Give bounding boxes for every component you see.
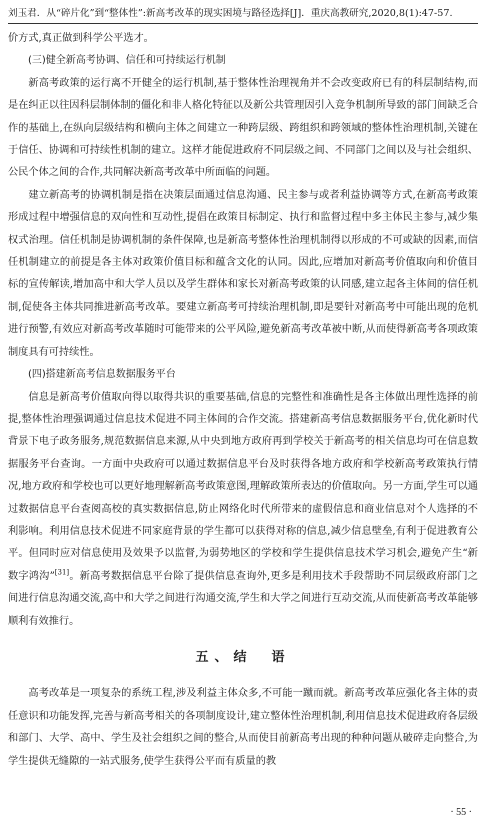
paragraph-data-platform-part1: 信息是新高考价值取向得以取得共识的重要基础,信息的完整性和准确性是各主体做出理性选择的前提,整体性治理强调通过信息技术促进不同主体间的合作交流。搭建新高考信息数据服务平台,优化新时代背景下电子政务服务,规范数据信息来源,从中央到地方政府再到学校关于新高考的相关信息均可在信息数据服务平台查询。一方面中央政府可以通过数据信息平台及时获得各地方政府和学校新高考政策执行情况,地方政府和学校也可以更好地理解新高考政策意图,理解政策所表达的价值取向。另一方面,学生可以通过数据信息平台查阅高校的真实数据信息,防止网络化时代所带来的虚假信息和商业信息对个人选择的不利影响。利用信息技术促进不同家庭背景的学生都可以获得对称的信息,减少信息壁垒,有利于促进教育公平。但同时应对信息使用及效果予以监督,为弱势地区的学校和学生提供信息技术学习机会,避免产生“新数字鸿沟” — [8, 391, 478, 582]
paragraph-continuation: 价方式,真正做到科学公平选才。 — [8, 33, 154, 44]
paragraph-coordination: 建立新高考的协调机制是指在决策层面通过信息沟通、民主参与或者利益协调等方式,在新高考政策形成过程中增强信息的双向性和互动性,提倡在政策目标制定、执行和监督过程中多主体民主参与,减少集权式治理。信任机制是协调机制的条件保障,也是新高考整体性治理机制得以形成的不可或缺的因素,而信任机制建立的前提是各主体对政策价值目标和蕴含文化的认同。因此,应增加对新高考价值取向和价值目标的宣传解读,增加高中和大学人员以及学生群体和家长对新高考政策的认同感,建立起各主体间的信任机制,促使各主体共同推进新高考改革。要建立新高考可持续治理机制,即是要针对新高考中可能出现的危机进行预警,有效应对新高考改革随时可能带来的公平风险,避免新高考改革被中断,从而使得新高考各项政策制度具有可持续性。 — [8, 189, 478, 358]
subheading-data-platform: (四)搭建新高考信息数据服务平台 — [28, 369, 176, 381]
paragraph-data-platform-part2: 。新高考数据信息平台除了提供信息查询外,更多是利用技术手段帮助不同层级政府部门之间进行信息沟通交流,高中和大学之间进行沟通交流,学生和大学之间进行互动交流,从而使新高考改革能够顺利有效推行。 — [8, 570, 478, 627]
paragraph-conclusion: 高考改革是一项复杂的系统工程,涉及利益主体众多,不可能一蹴而就。新高考改革应强化各主体的责任意识和功能发挥,完善与新高考相关的各项制度设计,建立整体性治理机制,利用信息技术促进政府各层级和部门、大学、高中、学生及社会组织之间的整合,从而使目前新高考出现的种种问题从破碎走向整合,为学生提供无缝隙的一站式服务,使学生获得公平而有质量的教 — [8, 688, 478, 767]
citation-reference: [31] — [54, 568, 70, 577]
section-title-conclusion: 五、结 语 — [195, 649, 291, 665]
subheading-mechanisms: (三)健全新高考协调、信任和可持续运行机制 — [28, 55, 226, 67]
paragraph-mechanisms-intro: 新高考政策的运行离不开健全的运行机制,基于整体性治理视角并不会改变政府已有的科层制结构,而是在纠正以往因科层制体制的僵化和非人格化特征以及新公共管理因引入竞争机制所导致的部门间缺乏合作的基础上,在纵向层级结构和横向主体之间建立一种跨层级、跨组织和跨领域的整体性治理机制,关键在于信任、协调和可持续性机制的建立。这样才能促进政府不同层级之间、不同部门之间以及与社会组织、公民个体之间的合作,共同解决新高考改革中所面临的问题。 — [8, 77, 478, 179]
paragraph-data-platform — [8, 387, 478, 633]
header-divider — [8, 23, 478, 24]
main-text — [8, 28, 478, 773]
running-header-citation: 刘玉君．从“碎片化”到“整体性”:新高考改革的现实困境与路径选择[J]．重庆高教研究,2020,8(1):47-57. — [8, 8, 453, 19]
page-number: · 55 · — [450, 807, 472, 818]
